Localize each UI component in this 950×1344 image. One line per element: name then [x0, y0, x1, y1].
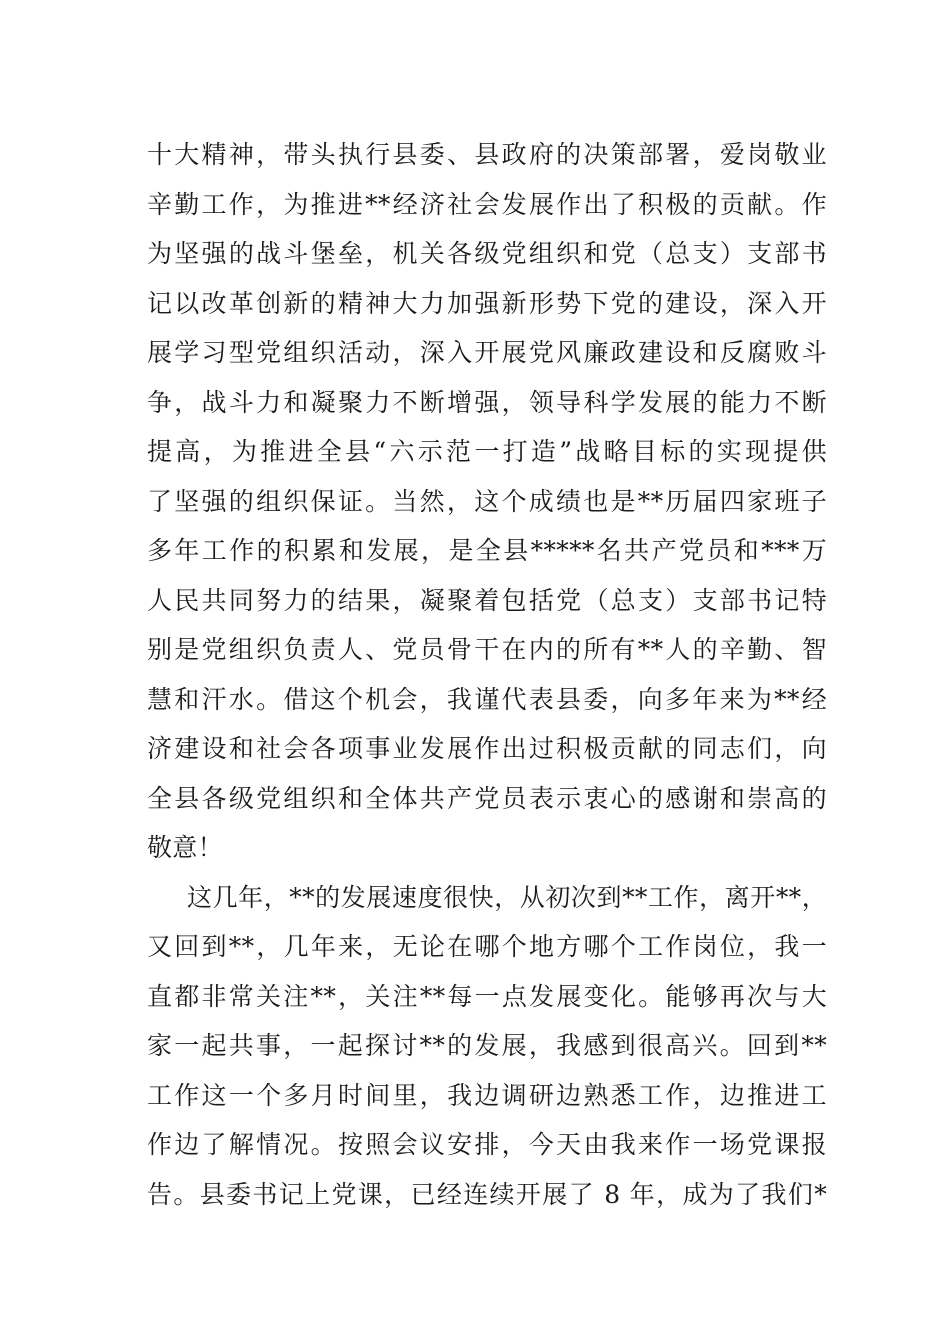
text-line: 这几年，**的发展速度很快，从初次到**工作，离开**， — [187, 882, 827, 912]
text-line: 提高，为推进全县“六示范一打造”战略目标的实现提供 — [147, 437, 827, 466]
paragraph-1 — [147, 130, 827, 873]
text-line: 别是党组织负责人、党员骨干在内的所有**人的辛勤、智 — [147, 635, 827, 664]
text-line: 告。县委书记上党课，已经连续开展了 8 年，成为了我们* — [147, 1179, 827, 1209]
text-line: 家一起共事，一起探讨**的发展，我感到很高兴。回到** — [147, 1031, 827, 1060]
text-line: 作边了解情况。按照会议安排，今天由我来作一场党课报 — [147, 1130, 827, 1159]
text-line: 又回到**，几年来，无论在哪个地方哪个工作岗位，我一 — [147, 932, 827, 961]
text-line: 人民共同努力的结果，凝聚着包括党（总支）支部书记特 — [147, 585, 827, 615]
text-line: 全县各级党组织和全体共产党员表示衷心的感谢和崇高的 — [147, 783, 827, 813]
text-line: 展学习型党组织活动，深入开展党风廉政建设和反腐败斗 — [147, 338, 827, 367]
paragraph-2 — [147, 873, 827, 1220]
text-line: 济建设和社会各项事业发展作出过积极贡献的同志们，向 — [147, 734, 827, 763]
body-text — [147, 130, 827, 1219]
text-line: 辛勤工作，为推进**经济社会发展作出了积极的贡献。作 — [147, 189, 827, 219]
text-line: 争，战斗力和凝聚力不断增强，领导科学发展的能力不断 — [147, 387, 827, 417]
text-line: 记以改革创新的精神大力加强新形势下党的建设，深入开 — [147, 288, 827, 318]
text-line: 多年工作的积累和发展，是全县*****名共产党员和***万 — [147, 536, 827, 565]
text-line: 工作这一个多月时间里，我边调研边熟悉工作，边推进工 — [147, 1080, 827, 1110]
text-line: 为坚强的战斗堡垒，机关各级党组织和党（总支）支部书 — [147, 239, 827, 268]
text-line: 慧和汗水。借这个机会，我谨代表县委，向多年来为**经 — [147, 684, 827, 714]
text-line: 敬意！ — [147, 833, 223, 862]
text-line: 十大精神，带头执行县委、县政府的决策部署，爱岗敬业 — [147, 140, 827, 169]
text-line: 直都非常关注**，关注**每一点发展变化。能够再次与大 — [147, 981, 827, 1011]
text-line: 了坚强的组织保证。当然，这个成绩也是**历届四家班子 — [147, 486, 827, 516]
